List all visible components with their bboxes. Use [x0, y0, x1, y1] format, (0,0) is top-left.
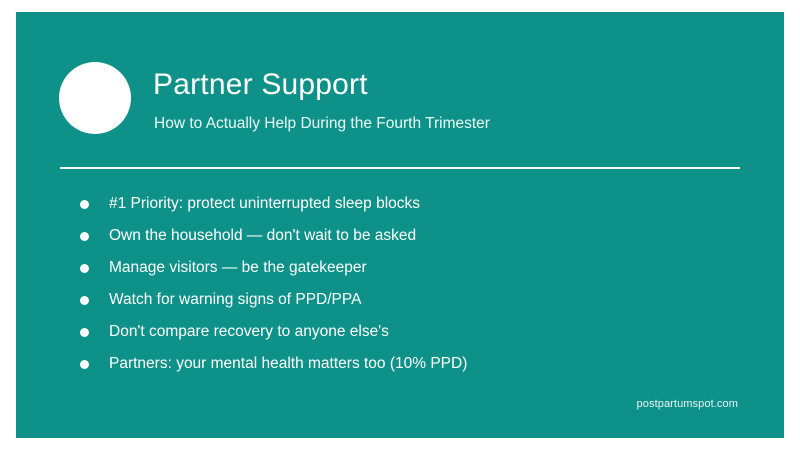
list-item — [60, 188, 750, 220]
bullet-dot-icon — [80, 328, 89, 337]
bullet-dot-icon — [80, 360, 89, 369]
list-item — [60, 348, 750, 380]
page-subtitle: How to Actually Help During the Fourth Trimester — [154, 115, 490, 132]
list-item-label: Manage visitors — be the gatekeeper — [109, 258, 367, 276]
list-item-label: Watch for warning signs of PPD/PPA — [109, 290, 362, 308]
bullet-dot-icon — [80, 200, 89, 209]
page-title: Partner Support — [153, 68, 368, 101]
slide-canvas — [16, 12, 784, 438]
bullet-dot-icon — [80, 264, 89, 273]
logo-circle-icon — [59, 62, 131, 134]
list-item — [60, 220, 750, 252]
header-divider — [60, 167, 740, 169]
bullet-list — [60, 188, 750, 380]
list-item-label: Don't compare recovery to anyone else's — [109, 322, 389, 340]
list-item — [60, 284, 750, 316]
list-item-label: Partners: your mental health matters too (10% PPD) — [109, 354, 468, 372]
list-item — [60, 252, 750, 284]
bullet-dot-icon — [80, 296, 89, 305]
list-item — [60, 316, 750, 348]
bullet-dot-icon — [80, 232, 89, 241]
list-item-label: #1 Priority: protect uninterrupted sleep blocks — [109, 194, 421, 212]
footer-attribution: postpartumspot.com — [636, 398, 738, 410]
list-item-label: Own the household — don't wait to be asked — [109, 226, 417, 244]
